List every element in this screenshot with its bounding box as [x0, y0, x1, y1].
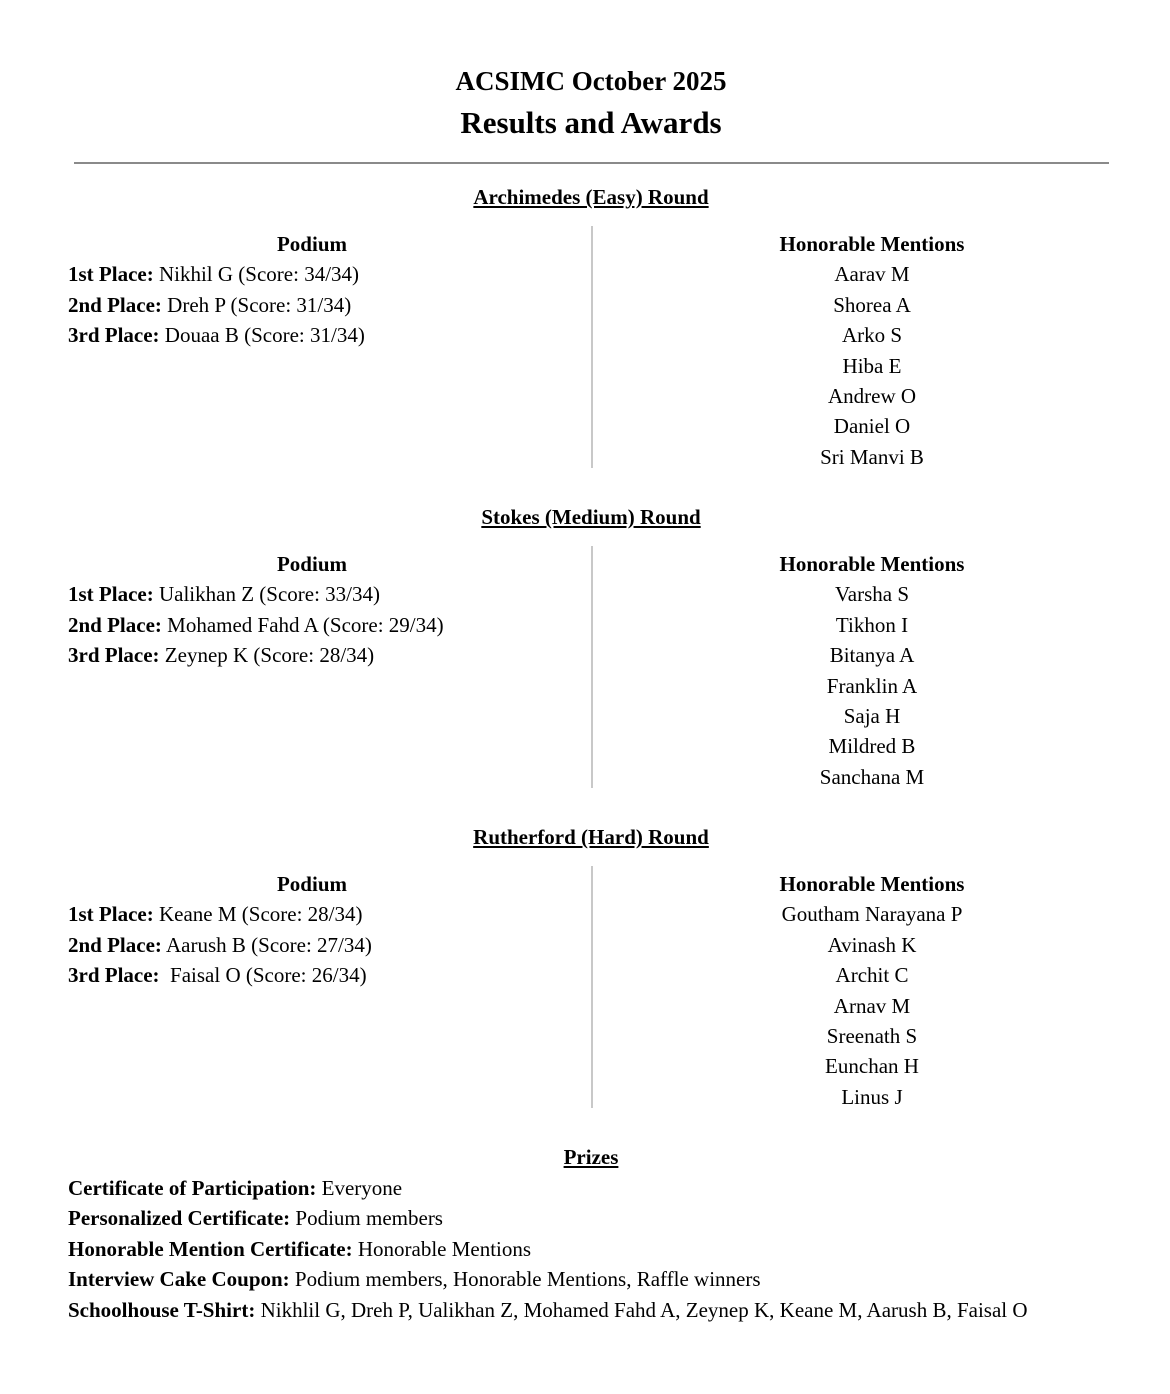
place-winner: Mohamed Fahd A (Score: 29/34) [161, 612, 444, 637]
honorable-mention-item: Sanchana M [819, 764, 925, 789]
place-winner: Zeynep K (Score: 28/34) [159, 643, 375, 668]
page-title: ACSIMC October 2025 [455, 66, 727, 96]
honorable-mention-item: Mildred B [828, 734, 916, 759]
place-winner: Faisal O (Score: 26/34) [159, 963, 367, 988]
podium-row-2nd [68, 930, 590, 960]
prize-label: Interview Cake Coupon: [68, 1267, 290, 1292]
prize-list [68, 1173, 1158, 1325]
honorable-mentions-heading: Honorable Mentions [779, 552, 965, 576]
round-title: Stokes (Medium) Round [481, 505, 701, 529]
prize-row [68, 1234, 1158, 1264]
honorable-mentions-heading: Honorable Mentions [779, 232, 965, 256]
prizes-title: Prizes [563, 1145, 619, 1169]
honorable-mention-item: Sri Manvi B [820, 444, 924, 469]
honorable-mention-item: Saja H [843, 704, 901, 729]
honorable-mention-item: Aarav M [834, 262, 910, 287]
honorable-mention-item: Tikhon I [835, 612, 909, 637]
podium-column [68, 549, 590, 671]
podium-heading: Podium [276, 552, 347, 576]
round-title: Rutherford (Hard) Round [473, 825, 709, 849]
prize-label: Personalized Certificate: [68, 1206, 291, 1231]
place-winner: Aarush B (Score: 27/34) [161, 932, 372, 957]
podium-row-2nd [68, 290, 590, 320]
prize-row [68, 1203, 1158, 1233]
prize-row [68, 1173, 1158, 1203]
honorable-mention-item: Arnav M [833, 993, 911, 1018]
place-label: 1st Place: [68, 262, 154, 287]
honorable-mention-item: Linus J [841, 1084, 903, 1109]
prize-label: Certificate of Participation: [68, 1176, 317, 1200]
podium-row-1st [68, 259, 590, 289]
honorable-mention-item: Andrew O [827, 384, 917, 409]
prize-row [68, 1264, 1158, 1294]
honorable-mention-item: Hiba E [842, 353, 902, 378]
place-label: 1st Place: [68, 902, 154, 927]
honorable-mention-item: Avinash K [827, 932, 917, 957]
prize-row [68, 1295, 1158, 1325]
place-label: 2nd Place: [68, 612, 162, 637]
honorable-mention-item: Daniel O [833, 414, 911, 439]
place-label: 2nd Place: [68, 932, 162, 957]
place-winner: Keane M (Score: 28/34) [153, 902, 363, 927]
round-title: Archimedes (Easy) Round [473, 185, 709, 209]
honorable-mention-item: Bitanya A [829, 643, 915, 668]
honorable-mention-item: Eunchan H [825, 1054, 919, 1079]
honorable-mentions-column [592, 229, 1152, 472]
honorable-mention-item: Shorea A [833, 292, 911, 317]
honorable-mentions-heading: Honorable Mentions [779, 872, 965, 896]
prize-recipients: Nikhlil G, Dreh P, Ualikhan Z, Mohamed Fahd A, Zeynep K, Keane M, Aarush B, Faisal O [255, 1297, 1028, 1322]
place-label: 1st Place: [68, 582, 154, 607]
place-winner: Dreh P (Score: 31/34) [161, 292, 352, 317]
page-subtitle: Results and Awards [460, 105, 722, 140]
prize-recipients: Honorable Mentions [352, 1236, 532, 1261]
place-winner: Douaa B (Score: 31/34) [159, 323, 365, 348]
prize-recipients: Podium members [290, 1206, 443, 1231]
honorable-mention-item: Varsha S [834, 582, 910, 607]
podium-column [68, 869, 590, 991]
podium-row-3rd [68, 960, 590, 990]
header-divider [74, 162, 1109, 164]
podium-column [68, 229, 590, 351]
podium-row-1st [68, 579, 590, 609]
podium-heading: Podium [276, 872, 347, 896]
honorable-mention-item: Sreenath S [826, 1024, 918, 1049]
prize-label: Honorable Mention Certificate: [68, 1236, 353, 1261]
podium-row-2nd [68, 610, 590, 640]
podium-row-3rd [68, 640, 590, 670]
honorable-mentions-column [592, 549, 1152, 792]
place-winner: Ualikhan Z (Score: 33/34) [153, 582, 380, 607]
place-label: 3rd Place: [68, 643, 160, 668]
honorable-mention-item: Arko S [841, 323, 903, 348]
honorable-mentions-column [592, 869, 1152, 1112]
honorable-mention-item: Goutham Narayana P [781, 902, 963, 927]
podium-row-3rd [68, 320, 590, 350]
honorable-mention-item: Franklin A [826, 673, 918, 698]
place-label: 3rd Place: [68, 323, 160, 348]
place-label: 3rd Place: [68, 963, 160, 988]
prize-recipients: Podium members, Honorable Mentions, Raffle winners [289, 1267, 761, 1292]
podium-heading: Podium [276, 232, 347, 256]
honorable-mention-item: Archit C [835, 963, 909, 988]
place-winner: Nikhil G (Score: 34/34) [153, 262, 360, 287]
prize-recipients: Everyone [316, 1176, 403, 1200]
podium-row-1st [68, 899, 590, 929]
place-label: 2nd Place: [68, 292, 162, 317]
prize-label: Schoolhouse T-Shirt: [68, 1297, 256, 1322]
